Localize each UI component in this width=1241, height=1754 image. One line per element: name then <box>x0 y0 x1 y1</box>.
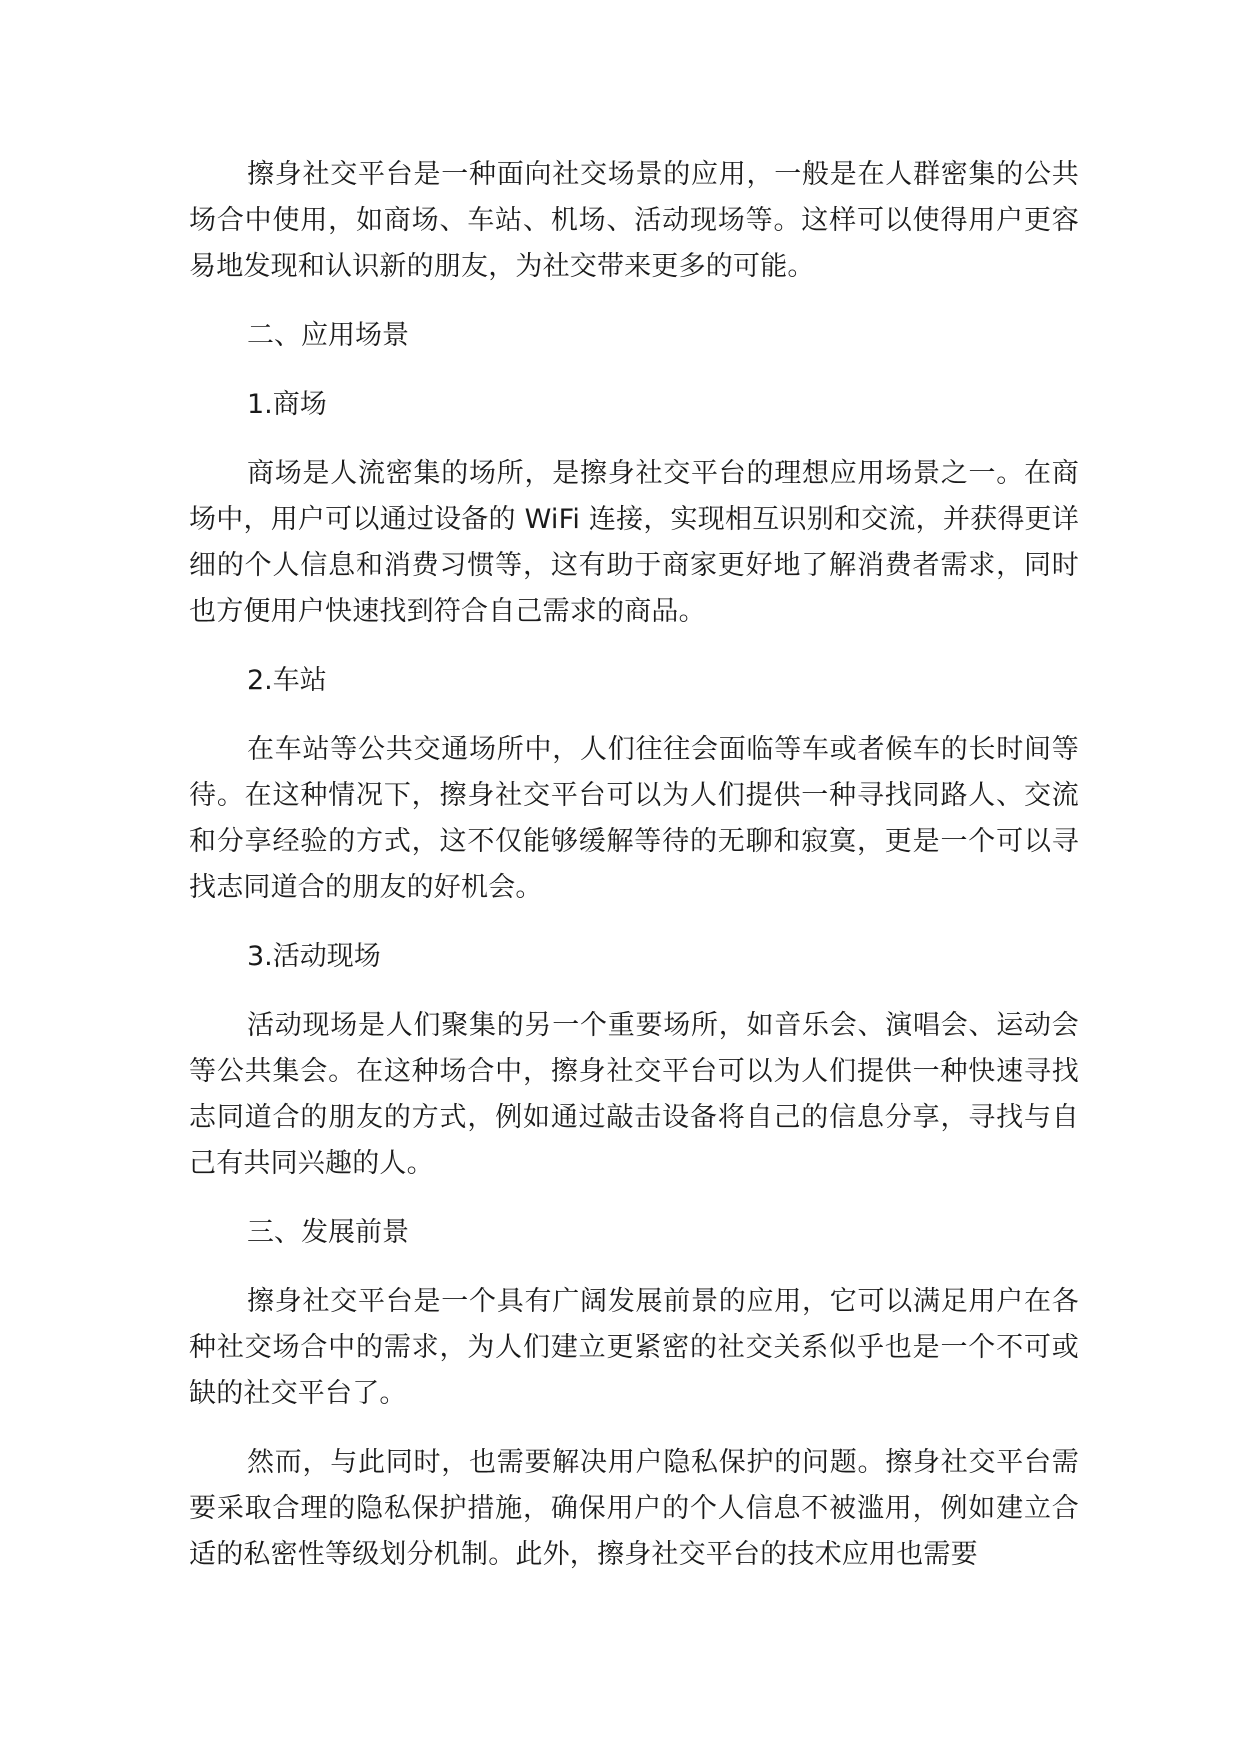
document-body <box>189 152 1079 1601</box>
section-heading-application-scenarios: 二、应用场景 <box>247 320 409 351</box>
prospects-paragraph: 擦身社交平台是一个具有广阔发展前景的应用，它可以满足用户在各种社交场合中的需求，为人们建立更紧密的社交关系似乎也是一个不可或缺的社交平台了。 <box>189 1286 1079 1409</box>
station-paragraph: 在车站等公共交通场所中，人们往往会面临等车或者候车的长时间等待。在这种情况下，擦身社交平台可以为人们提供一种寻找同路人、交流和分享经验的方式，这不仅能够缓解等待的无聊和寂寞，更是一个可以寻找志同道合的朋友的好机会。 <box>189 734 1079 903</box>
section-heading-development-prospects: 三、发展前景 <box>247 1217 409 1248</box>
mall-paragraph: 商场是人流密集的场所，是擦身社交平台的理想应用场景之一。在商场中，用户可以通过设备的 WiFi 连接，实现相互识别和交流，并获得更详细的个人信息和消费习惯等，这有助于商家更好地了解消费者需求，同时也方便用户快速找到符合自己需求的商品。 <box>189 458 1079 627</box>
privacy-paragraph: 然而，与此同时，也需要解决用户隐私保护的问题。擦身社交平台需要采取合理的隐私保护措施，确保用户的个人信息不被滥用，例如建立合适的私密性等级划分机制。此外，擦身社交平台的技术应用也需要 <box>189 1447 1079 1570</box>
subheading-mall: 1.商场 <box>247 389 327 420</box>
intro-paragraph: 擦身社交平台是一种面向社交场景的应用，一般是在人群密集的公共场合中使用，如商场、车站、机场、活动现场等。这样可以使得用户更容易地发现和认识新的朋友，为社交带来更多的可能。 <box>189 159 1079 282</box>
subheading-station: 2.车站 <box>247 665 327 696</box>
subheading-event-venue: 3.活动现场 <box>247 941 381 972</box>
event-venue-paragraph: 活动现场是人们聚集的另一个重要场所，如音乐会、演唱会、运动会等公共集会。在这种场合中，擦身社交平台可以为人们提供一种快速寻找志同道合的朋友的方式，例如通过敲击设备将自己的信息分享，寻找与自己有共同兴趣的人。 <box>189 1010 1079 1179</box>
